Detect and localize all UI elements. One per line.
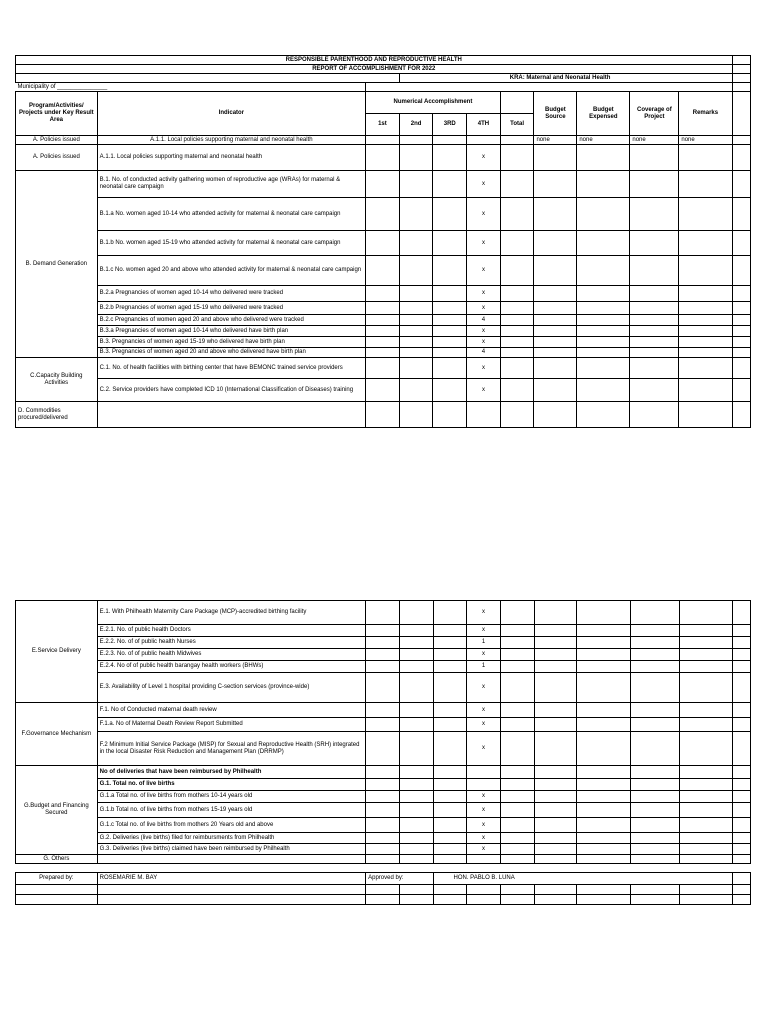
q4-cell: 4 bbox=[467, 315, 501, 326]
indicator-cell: B.2.c Pregnancies of women aged 20 and above who delivered were tracked bbox=[97, 315, 365, 326]
table-row bbox=[16, 348, 751, 358]
q4-cell: x bbox=[467, 337, 501, 348]
col-header-total: Total bbox=[500, 114, 534, 136]
q4-cell: x bbox=[467, 791, 501, 803]
report-subtitle: REPORT OF ACCOMPLISHMENT FOR 2022 bbox=[16, 65, 733, 74]
indicator-cell: E.1. With Philhealth Maternity Care Package (MCP)-accredited birthing facility bbox=[97, 601, 365, 625]
table-row bbox=[16, 256, 751, 286]
col-header-q2: 2nd bbox=[399, 114, 433, 136]
q4-cell: x bbox=[467, 145, 501, 171]
table-row bbox=[16, 803, 751, 818]
table-row bbox=[16, 358, 751, 379]
budget-source-cell: none bbox=[534, 136, 577, 145]
table-row bbox=[16, 302, 751, 315]
table-row bbox=[16, 379, 751, 402]
q4-cell: x bbox=[467, 326, 501, 337]
table-row bbox=[16, 171, 751, 198]
indicator-cell: G.1. Total no. of live births bbox=[97, 779, 365, 791]
col-header-q4: 4TH bbox=[467, 114, 501, 136]
q4-cell: 1 bbox=[467, 661, 501, 673]
table-row bbox=[16, 326, 751, 337]
indicator-cell: B.3. Pregnancies of women aged 15-19 who delivered have birth plan bbox=[97, 337, 365, 348]
col-header-indicator: Indicator bbox=[97, 92, 365, 136]
col-header-budget-expensed: Budget Expensed bbox=[577, 92, 630, 136]
approved-by-name: HON. PABLO B. LUNA bbox=[433, 873, 732, 885]
indicator-cell: E.2.2. No. of of public health Nurses bbox=[97, 637, 365, 649]
table-row bbox=[16, 136, 751, 145]
program-cell-demand: B. Demand Generation bbox=[16, 171, 98, 358]
q4-cell: x bbox=[467, 818, 501, 833]
prepared-by-name: ROSEMARIE M. BAY bbox=[97, 873, 365, 885]
q4-cell: x bbox=[467, 732, 501, 766]
col-header-coverage: Coverage of Project bbox=[630, 92, 679, 136]
program-cell-budget: G.Budget and Financing Secured bbox=[16, 766, 98, 855]
indicator-cell: G.3. Deliveries (live births) claimed have been reimbursed by Philhealth bbox=[97, 844, 365, 855]
q4-cell bbox=[467, 766, 501, 779]
q4-cell: x bbox=[467, 198, 501, 231]
q4-cell bbox=[467, 779, 501, 791]
indicator-cell: B.1. No. of conducted activity gathering women of reproductive age (WRAs) for maternal & neonatal care campaign bbox=[97, 171, 365, 198]
col-header-program: Program/Activities/ Projects under Key Result Area bbox=[16, 92, 98, 136]
table-row bbox=[16, 844, 751, 855]
indicator-cell: B.3.a Pregnancies of women aged 10-14 who delivered have birth plan bbox=[97, 326, 365, 337]
table-row bbox=[16, 625, 751, 637]
q4-cell: 4 bbox=[467, 348, 501, 358]
q4-cell: x bbox=[467, 601, 501, 625]
report-title: RESPONSIBLE PARENTHOOD AND REPRODUCTIVE HEALTH bbox=[16, 56, 733, 65]
table-row bbox=[16, 231, 751, 256]
table-row bbox=[16, 286, 751, 302]
table-row bbox=[16, 145, 751, 171]
indicator-cell: No of deliveries that have been reimbursed by Philhealth bbox=[97, 766, 365, 779]
indicator-cell: B.2.b Pregnancies of women aged 15-19 who delivered were tracked bbox=[97, 302, 365, 315]
q4-cell: x bbox=[467, 673, 501, 703]
q4-cell: x bbox=[467, 379, 501, 402]
indicator-cell: G.1.a Total no. of live births from mothers 10-14 years old bbox=[97, 791, 365, 803]
q4-cell: x bbox=[467, 625, 501, 637]
table-row bbox=[16, 732, 751, 766]
q4-cell: 1 bbox=[467, 637, 501, 649]
col-header-q3: 3RD bbox=[433, 114, 467, 136]
q4-cell: x bbox=[467, 649, 501, 661]
indicator-cell: B.1.a No. women aged 10-14 who attended activity for maternal & neonatal care campaign bbox=[97, 198, 365, 231]
indicator-cell: C.2. Service providers have completed ICD 10 (International Classification of Diseases) training bbox=[97, 379, 365, 402]
table-row bbox=[16, 718, 751, 732]
col-header-remarks: Remarks bbox=[679, 92, 732, 136]
indicator-cell: F.1. No of Conducted maternal death review bbox=[97, 703, 365, 718]
q4-cell: x bbox=[467, 302, 501, 315]
coverage-cell: none bbox=[630, 136, 679, 145]
table-row bbox=[16, 766, 751, 779]
program-cell: A. Policies issued bbox=[16, 145, 98, 171]
indicator-cell: C.1. No. of health facilities with birthing center that have BEMONC trained service providers bbox=[97, 358, 365, 379]
q4-cell: x bbox=[467, 844, 501, 855]
table-row bbox=[16, 198, 751, 231]
col-header-q1: 1st bbox=[366, 114, 400, 136]
table-row bbox=[16, 402, 751, 428]
signature-row bbox=[16, 873, 751, 885]
program-cell-capacity: C.Capacity Building Activities bbox=[16, 358, 98, 402]
q4-cell: x bbox=[467, 256, 501, 286]
indicator-cell: B.2.a Pregnancies of women aged 10-14 who delivered were tracked bbox=[97, 286, 365, 302]
table-row bbox=[16, 337, 751, 348]
indicator-cell: A.1.1. Local policies supporting maternal and neonatal health bbox=[97, 136, 365, 145]
q4-cell: x bbox=[467, 703, 501, 718]
approved-by-label: Approved by: bbox=[366, 873, 433, 885]
indicator-cell: F.1.a. No of Maternal Death Review Report Submitted bbox=[97, 718, 365, 732]
program-cell-service: E.Service Delivery bbox=[16, 601, 98, 703]
indicator-cell: G.1.b Total no. of live births from mothers 15-19 years old bbox=[97, 803, 365, 818]
q4-cell: x bbox=[467, 286, 501, 302]
table-row bbox=[16, 703, 751, 718]
table-row bbox=[16, 661, 751, 673]
program-cell-governance: F.Governance Mechanism bbox=[16, 703, 98, 766]
kra-label: KRA: Maternal and Neonatal Health bbox=[399, 74, 732, 83]
program-cell-others: G. Others bbox=[16, 855, 98, 864]
indicator-cell: G.2. Deliveries (live births) filed for reimbursments from Philhealth bbox=[97, 833, 365, 844]
table-row bbox=[16, 833, 751, 844]
table-row bbox=[16, 855, 751, 864]
indicator-cell: E.3. Availability of Level 1 hospital providing C-section services (province-wide) bbox=[97, 673, 365, 703]
indicator-cell: B.1.c No. women aged 20 and above who attended activity for maternal & neonatal care campaign bbox=[97, 256, 365, 286]
municipality-label: Municipality of _______________ bbox=[17, 83, 108, 90]
q4-cell: x bbox=[467, 231, 501, 256]
table-row bbox=[16, 315, 751, 326]
col-header-numerical: Numerical Accomplishment bbox=[366, 92, 501, 114]
table-row bbox=[16, 791, 751, 803]
q4-cell: x bbox=[467, 803, 501, 818]
remarks-cell: none bbox=[679, 136, 732, 145]
indicator-cell: B.3. Pregnancies of women aged 20 and above who delivered have birth plan bbox=[97, 348, 365, 358]
table-row bbox=[16, 601, 751, 625]
report-table-page1 bbox=[15, 55, 751, 428]
table-row bbox=[16, 818, 751, 833]
indicator-cell: F.2 Minimum Initial Service Package (MISP) for Sexual and Reproductive Health (SRH) integrated in the local Disaster Risk Reduction and Management Plan (DRRMP) bbox=[97, 732, 365, 766]
program-cell-commodities: D. Commodities procured/delivered bbox=[16, 402, 98, 428]
q4-cell: x bbox=[467, 358, 501, 379]
indicator-cell: B.1.b No. women aged 15-19 who attended activity for maternal & neonatal care campaign bbox=[97, 231, 365, 256]
report-table-page2 bbox=[15, 600, 751, 905]
indicator-cell: E.2.3. No. of of public health Midwives bbox=[97, 649, 365, 661]
q4-cell: x bbox=[467, 718, 501, 732]
table-row bbox=[16, 649, 751, 661]
budget-expensed-cell: none bbox=[577, 136, 630, 145]
prepared-by-label: Prepared by: bbox=[16, 873, 98, 885]
table-row bbox=[16, 637, 751, 649]
table-row bbox=[16, 673, 751, 703]
indicator-cell: E.2.1. No. of public health Doctors bbox=[97, 625, 365, 637]
program-cell: A. Policies issued bbox=[16, 136, 98, 145]
indicator-cell: E.2.4. No of of public health barangay health workers (BHWs) bbox=[97, 661, 365, 673]
col-header-budget-source: Budget Source bbox=[534, 92, 577, 136]
indicator-cell: A.1.1. Local policies supporting maternal and neonatal health bbox=[97, 145, 365, 171]
q4-cell: x bbox=[467, 171, 501, 198]
q4-cell: x bbox=[467, 833, 501, 844]
table-row bbox=[16, 779, 751, 791]
indicator-cell: G.1.c Total no. of live births from mothers 20 Years old and above bbox=[97, 818, 365, 833]
